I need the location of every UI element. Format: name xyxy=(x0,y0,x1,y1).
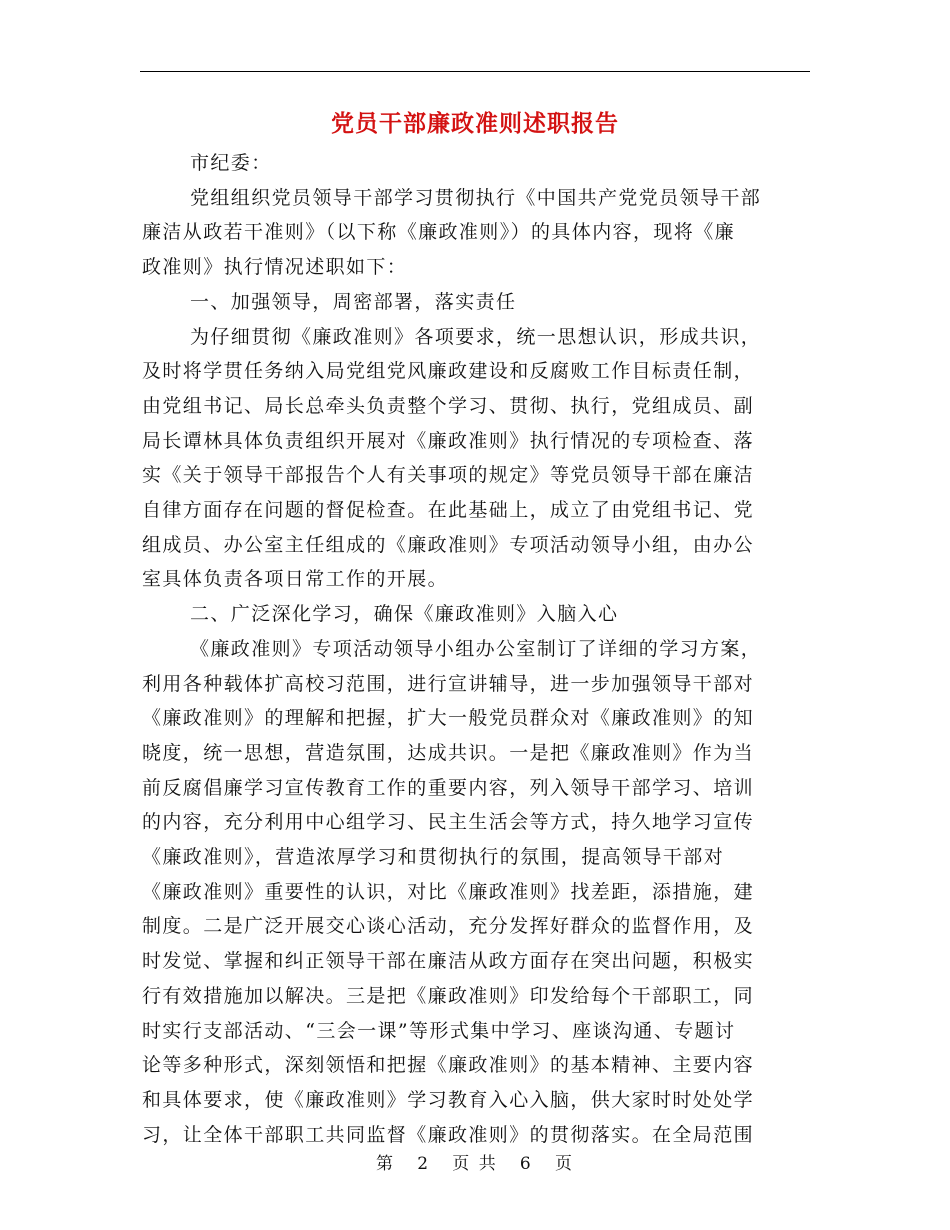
body-line: 为仔细贯彻《廉政准则》各项要求，统一思想认识，形成共识， xyxy=(190,325,762,348)
document-body xyxy=(142,146,812,1152)
body-line: 行有效措施加以解决。三是把《廉政准则》印发给每个干部职工，同 xyxy=(142,984,755,1007)
body-line: 的内容，充分利用中心组学习、民主生活会等方式，持久地学习宣传 xyxy=(142,811,755,834)
body-line: 利用各种载体扩高校习范围，进行宣讲辅导，进一步加强领导干部对 xyxy=(142,672,755,695)
body-line: 市纪委： xyxy=(190,152,272,174)
body-line: 局长谭林具体负责组织开展对《廉政准则》执行情况的专项检查、落 xyxy=(142,429,755,452)
header-rule xyxy=(140,71,810,72)
body-line: 论等多种形式，深刻领悟和把握《廉政准则》的基本精神、主要内容 xyxy=(142,1054,755,1077)
body-line: 政准则》执行情况述职如下： xyxy=(142,256,408,279)
body-line: 晓度，统一思想，营造氛围，达成共识。一是把《廉政准则》作为当 xyxy=(142,741,755,764)
footer-prefix: 第 xyxy=(376,1154,396,1174)
body-line: 《廉政准则》重要性的认识，对比《廉政准则》找差距，添措施，建 xyxy=(142,880,755,903)
body-line: 习，让全体干部职工共同监督《廉政准则》的贯彻落实。在全局范围 xyxy=(142,1123,755,1146)
body-line: 制度。二是广泛开展交心谈心活动，充分发挥好群众的监督作用，及 xyxy=(142,915,755,938)
footer-suffix: 页 xyxy=(554,1154,574,1174)
footer-middle: 页 共 xyxy=(452,1154,498,1174)
body-line: 及时将学贯任务纳入局党组党风廉政建设和反腐败工作目标责任制， xyxy=(142,360,755,383)
body-line: 自律方面存在问题的督促检查。在此基础上，成立了由党组书记、党 xyxy=(142,499,755,522)
page-title: 党员干部廉政准则述职报告 xyxy=(331,111,619,137)
body-line: 党组组织党员领导干部学习贯彻执行《中国共产党党员领导干部 xyxy=(190,186,762,209)
body-line: 二、广泛深化学习，确保《廉政准则》入脑入心 xyxy=(190,603,619,626)
body-line: 室具体负责各项日常工作的开展。 xyxy=(142,568,449,591)
page-footer xyxy=(0,1152,950,1176)
body-line: 《廉政准则》，营造浓厚学习和贯彻执行的氛围，提高领导干部对 xyxy=(142,846,725,869)
body-line: 廉洁从政若干准则》（以下称《廉政准则》）的具体内容，现将《廉 xyxy=(142,221,736,244)
body-line: 《廉政准则》专项活动领导小组办公室制订了详细的学习方案， xyxy=(190,637,762,660)
body-line: 实《关于领导干部报告个人有关事项的规定》等党员领导干部在廉洁 xyxy=(142,464,755,487)
body-line: 一、加强领导，周密部署，落实责任 xyxy=(190,290,517,313)
body-line: 组成员、办公室主任组成的《廉政准则》专项活动领导小组，由办公 xyxy=(142,533,755,556)
body-line: 时发觉、掌握和纠正领导干部在廉洁从政方面存在突出问题，积极实 xyxy=(142,950,755,973)
footer-page-number: 2 xyxy=(417,1154,431,1174)
body-line: 和具体要求，使《廉政准则》学习教育入心入脑，供大家时时处处学 xyxy=(142,1088,755,1111)
body-line: 时实行支部活动、“三会一课”等形式集中学习、座谈沟通、专题讨 xyxy=(142,1019,736,1042)
footer-total-pages: 6 xyxy=(519,1154,533,1174)
body-line: 前反腐倡廉学习宣传教育工作的重要内容，列入领导干部学习、培训 xyxy=(142,776,755,799)
body-line: 《廉政准则》的理解和把握，扩大一般党员群众对《廉政准则》的知 xyxy=(142,707,755,730)
body-line: 由党组书记、局长总牵头负责整个学习、贯彻、执行，党组成员、副 xyxy=(142,394,755,417)
